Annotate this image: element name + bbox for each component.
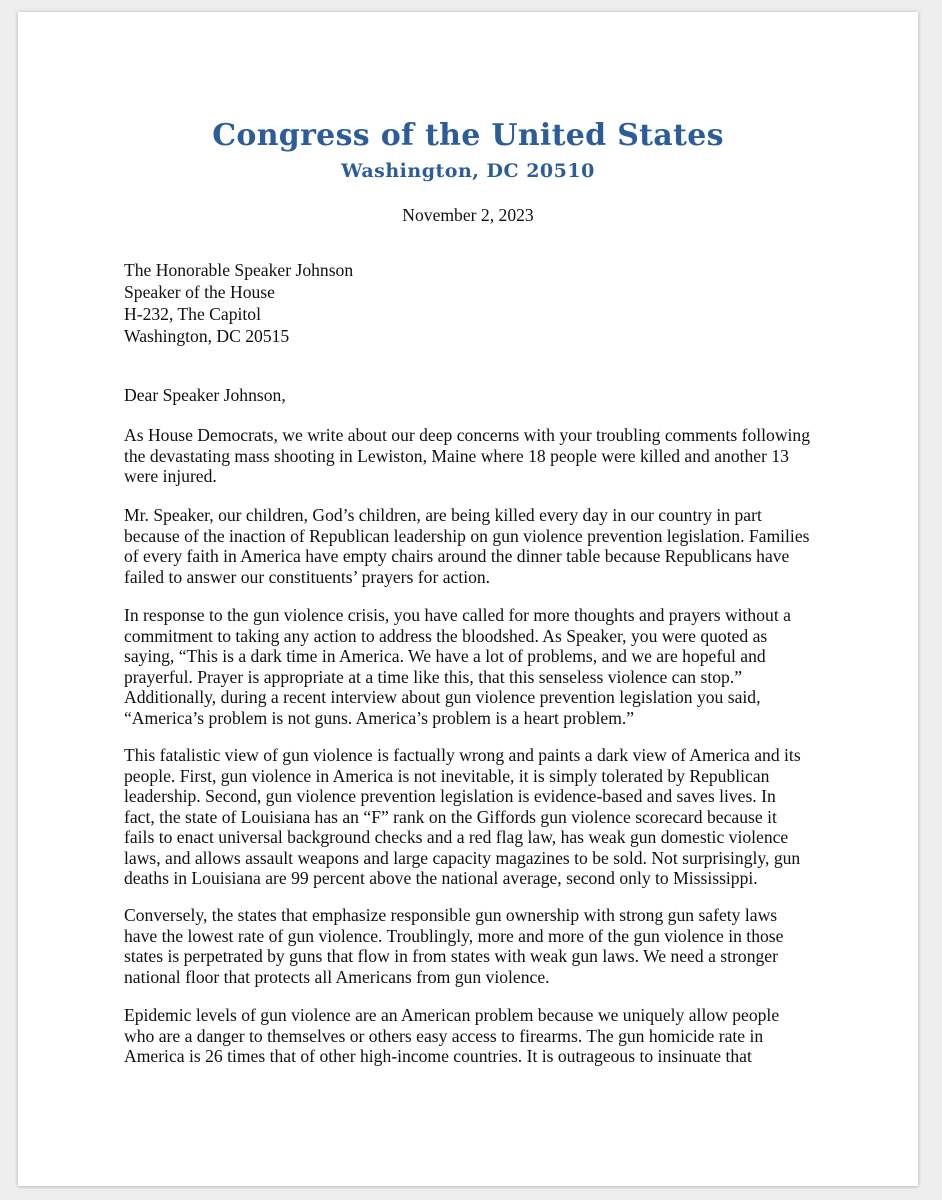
paragraph-line: deaths in Louisiana are 99 percent above the national average, second only to Mississippi. — [124, 868, 758, 888]
salutation: Dear Speaker Johnson, — [124, 385, 286, 405]
letterhead-subtitle: Washington, DC 20510 — [341, 160, 595, 182]
paragraph-line: people. First, gun violence in America is not inevitable, it is simply tolerated by Republican — [124, 765, 770, 786]
paragraph-4 — [124, 745, 814, 889]
paragraph-line: America is 26 times that of other high-income countries. It is outrageous to insinuate that — [124, 1046, 752, 1066]
paragraph-line: laws, and allows assault weapons and large capacity magazines to be sold. Not surprisingly, gun — [124, 847, 801, 868]
paragraph-line: fails to enact universal background checks and a red flag law, has weak gun domestic violence — [124, 827, 789, 847]
paragraph-line: the devastating mass shooting in Lewiston, Maine where 18 people were killed and another 13 — [124, 445, 789, 466]
paragraph-line: leadership. Second, gun violence prevention legislation is evidence-based and saves lives. In — [124, 786, 776, 806]
paragraph-line: Epidemic levels of gun violence are an American problem because we uniquely allow people — [124, 1005, 780, 1025]
letter-date: November 2, 2023 — [402, 205, 534, 225]
paragraph-line: Mr. Speaker, our children, God’s children, are being killed every day in our country in part — [124, 505, 762, 525]
paragraph-line: failed to answer our constituents’ prayers for action. — [124, 566, 491, 587]
address-line: Washington, DC 20515 — [124, 326, 290, 346]
paragraph-line: have the lowest rate of gun violence. Troublingly, more and more of the gun violence in those — [124, 925, 784, 946]
paragraph-3 — [124, 605, 814, 728]
address-line: H-232, The Capitol — [124, 304, 261, 324]
paragraph-line: saying, “This is a dark time in America. We have a lot of problems, and we are hopeful and — [124, 646, 766, 666]
paragraph-line: “America’s problem is not guns. America’s problem is a heart problem.” — [124, 707, 635, 728]
paragraph-line: were injured. — [124, 466, 217, 486]
paragraph-line: This fatalistic view of gun violence is factually wrong and paints a dark view of America and its — [124, 745, 801, 765]
paragraph-line: national floor that protects all Americans from gun violence. — [124, 966, 550, 987]
paragraph-line: Additionally, during a recent interview about gun violence prevention legislation you said, — [124, 687, 761, 707]
paragraph-line: of every faith in America have empty chairs around the dinner table because Republicans have — [124, 546, 790, 566]
paragraph-line: In response to the gun violence crisis, you have called for more thoughts and prayers without a — [124, 605, 791, 625]
paragraph-line: states is perpetrated by guns that flow in from states with weak gun laws. We need a stronger — [124, 946, 778, 966]
paragraph-line: fact, the state of Louisiana has an “F” rank on the Giffords gun violence scorecard because it — [124, 806, 777, 827]
letter-page — [18, 12, 918, 1186]
paragraph-line: prayerful. Prayer is appropriate at a time like this, that this senseless violence can stop.” — [124, 666, 743, 687]
paragraph-line: As House Democrats, we write about our deep concerns with your troubling comments following — [124, 425, 811, 445]
letterhead-title: Congress of the United States — [212, 118, 724, 153]
paragraph-line: because of the inaction of Republican leadership on gun violence prevention legislation. Families — [124, 525, 810, 546]
paragraph-line: commitment to taking any action to address the bloodshed. As Speaker, you were quoted as — [124, 625, 768, 646]
paragraph-line: who are a danger to themselves or others easy access to firearms. The gun homicide rate in — [124, 1025, 764, 1046]
paragraph-2 — [124, 505, 814, 587]
paragraph-1 — [124, 425, 814, 487]
paragraph-line: Conversely, the states that emphasize responsible gun ownership with strong gun safety laws — [124, 905, 778, 925]
address-line: The Honorable Speaker Johnson — [124, 260, 354, 280]
paragraph-5 — [124, 905, 814, 987]
recipient-address — [124, 259, 353, 347]
paragraph-6 — [124, 1005, 814, 1067]
address-line: Speaker of the House — [124, 282, 275, 302]
